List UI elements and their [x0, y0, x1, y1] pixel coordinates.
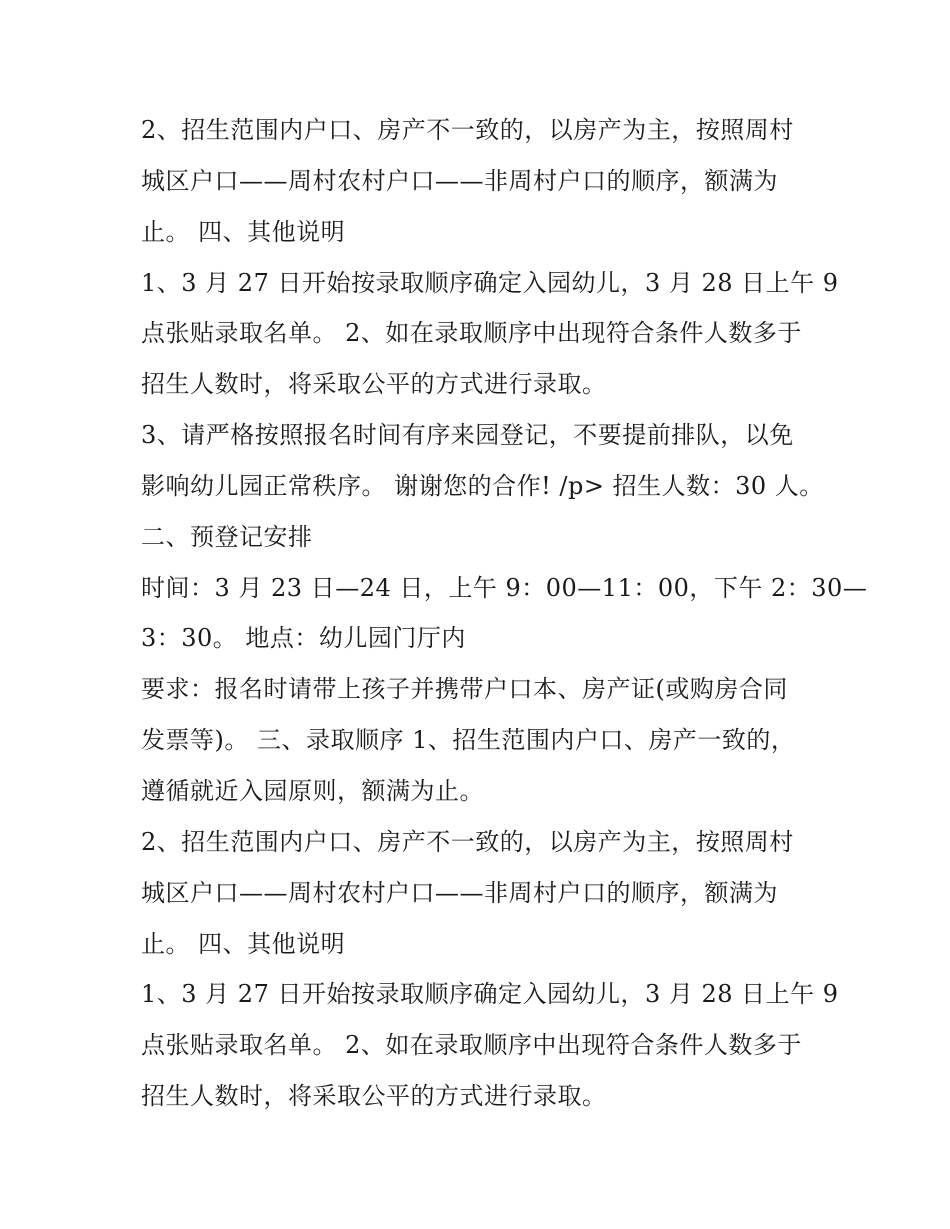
- text-line: 招生人数时，将采取公平的方式进行录取。: [141, 370, 607, 399]
- text-line: 3：30。 地点：幼儿园门厅内: [141, 624, 466, 653]
- text-line: 2、招生范围内户口、房产不一致的，以房产为主，按照周村: [141, 116, 794, 144]
- text-line: 城区户口——周村农村户口——非周村户口的顺序，额满为: [141, 166, 778, 195]
- text-line: 要求：报名时请带上孩子并携带户口本、房产证(或购房合同: [141, 675, 788, 704]
- text-line: 时间：3 月 23 日—24 日，上午 9：00—11：00，下午 2：30—: [141, 573, 868, 602]
- text-line: 二、预登记安排: [141, 522, 313, 551]
- text-line: 点张贴录取名单。 2、如在录取顺序中出现符合条件人数多于: [141, 1031, 802, 1060]
- text-line: 止。 四、其他说明: [141, 929, 346, 958]
- text-line: 招生人数时，将采取公平的方式进行录取。: [141, 1082, 607, 1111]
- text-line: 1、3 月 27 日开始按录取顺序确定入园幼儿，3 月 28 日上午 9: [141, 980, 839, 1009]
- text-line: 发票等)。 三、录取顺序 1、招生范围内户口、房产一致的，: [141, 726, 796, 755]
- text-line: 点张贴录取名单。 2、如在录取顺序中出现符合条件人数多于: [141, 319, 802, 348]
- text-line: 遵循就近入园原则，额满为止。: [141, 776, 484, 805]
- text-line: 影响幼儿园正常秩序。 谢谢您的合作! /p> 招生人数：30 人。: [141, 471, 824, 500]
- text-line: 2、招生范围内户口、房产不一致的，以房产为主，按照周村: [141, 827, 794, 856]
- document-body: [141, 105, 868, 1122]
- text-line: 3、请严格按照报名时间有序来园登记，不要提前排队，以免: [141, 421, 794, 450]
- text-line: 1、3 月 27 日开始按录取顺序确定入园幼儿，3 月 28 日上午 9: [141, 268, 839, 297]
- text-line: 城区户口——周村农村户口——非周村户口的顺序，额满为: [141, 878, 778, 907]
- text-line: 止。 四、其他说明: [141, 217, 346, 246]
